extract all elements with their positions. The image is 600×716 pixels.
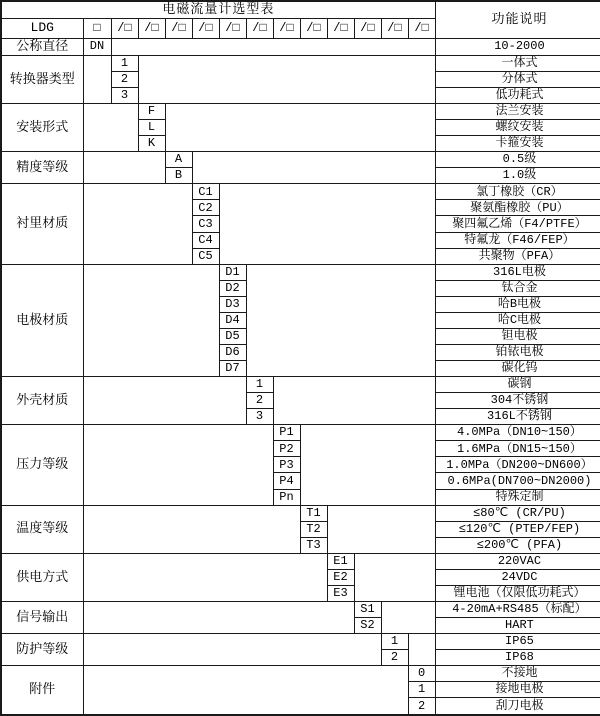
category-label: 安装形式 [1,104,83,152]
description-cell: 1.0级 [435,168,600,184]
code-cell: P1 [273,425,300,441]
category-label: 电极材质 [1,264,83,376]
description-cell: 聚氨酯橡胶（PU） [435,200,600,216]
empty-left-cell [83,666,408,715]
empty-left-cell [83,505,300,553]
model-box: /□ [219,18,246,38]
code-cell: A [165,152,192,168]
description-cell: 4-20mA+RS485（标配） [435,601,600,617]
description-cell: HART [435,618,600,634]
category-label: 压力等级 [1,425,83,505]
description-cell: 钽电极 [435,328,600,344]
model-box: /□ [381,18,408,38]
empty-left-cell [83,377,246,425]
description-cell: 220VAC [435,553,600,569]
code-cell: Pn [273,489,300,505]
empty-right-cell [192,152,435,184]
model-code-label: LDG [1,18,83,38]
code-cell: 3 [111,87,138,103]
empty-right-cell [354,553,435,601]
code-cell: C4 [192,232,219,248]
description-cell: 304不锈钢 [435,393,600,409]
code-cell: 2 [111,71,138,87]
description-cell: 分体式 [435,71,600,87]
description-cell: 低功耗式 [435,87,600,103]
table-title: 电磁流量计选型表 [1,1,435,18]
description-cell: 10-2000 [435,38,600,55]
model-box: /□ [192,18,219,38]
code-cell: 2 [246,393,273,409]
empty-right-cell [381,601,435,633]
empty-left-cell [83,425,273,505]
code-cell: D6 [219,344,246,360]
category-label: 转换器类型 [1,55,83,103]
category-label: 信号输出 [1,601,83,633]
description-cell: 4.0MPa（DN10~150） [435,425,600,441]
description-cell: ≤200℃ (PFA) [435,537,600,553]
code-cell: D5 [219,328,246,344]
empty-right-cell [273,377,435,425]
model-box: /□ [408,18,435,38]
empty-right-cell [408,634,435,666]
description-cell: ≤80℃ (CR/PU) [435,505,600,521]
code-cell: D1 [219,264,246,280]
code-cell: 2 [381,650,408,666]
code-cell: T3 [300,537,327,553]
description-cell: 碳化钨 [435,361,600,377]
code-cell: E1 [327,553,354,569]
category-label: 供电方式 [1,553,83,601]
description-cell: 共聚物（PFA） [435,248,600,264]
code-cell: C3 [192,216,219,232]
empty-right-cell [327,505,435,553]
code-cell: D2 [219,280,246,296]
description-cell: 氯丁橡胶（CR） [435,184,600,200]
model-box: /□ [138,18,165,38]
empty-left-cell [83,152,165,184]
description-cell: 法兰安装 [435,104,600,120]
description-cell: 哈C电极 [435,312,600,328]
code-cell: 1 [408,682,435,698]
empty-right-cell [246,264,435,376]
category-label: 附件 [1,666,83,715]
code-cell: E2 [327,569,354,585]
description-cell: 一体式 [435,55,600,71]
model-box: /□ [354,18,381,38]
category-label: 公称直径 [1,38,83,55]
code-cell: F [138,104,165,120]
description-cell: 碳钢 [435,377,600,393]
empty-left-cell [83,553,327,601]
description-cell: 0.6MPa(DN700~DN2000) [435,473,600,489]
code-cell: D3 [219,296,246,312]
empty-right-cell [219,184,435,264]
code-cell: S1 [354,601,381,617]
code-cell: C1 [192,184,219,200]
code-cell: D4 [219,312,246,328]
code-cell: T1 [300,505,327,521]
description-cell: 刮刀电极 [435,698,600,715]
code-cell: P3 [273,457,300,473]
category-label: 外壳材质 [1,377,83,425]
model-box-first: □ [83,18,111,38]
description-cell: 特氟龙（F46/FEP） [435,232,600,248]
description-cell: 1.6MPa（DN15~150） [435,441,600,457]
description-cell: 1.0MPa（DN200~DN600） [435,457,600,473]
empty-left-cell [83,634,381,666]
code-cell: E3 [327,585,354,601]
model-box: /□ [111,18,138,38]
model-box: /□ [165,18,192,38]
empty-left-cell [83,601,354,633]
description-cell: 0.5级 [435,152,600,168]
function-column-header: 功能说明 [435,1,600,38]
code-cell: 1 [111,55,138,71]
code-cell: 0 [408,666,435,682]
empty-left-cell [83,104,138,152]
model-box: /□ [273,18,300,38]
category-label: 衬里材质 [1,184,83,264]
description-cell: 接地电极 [435,682,600,698]
description-cell: 哈B电极 [435,296,600,312]
description-cell: 316L不锈钢 [435,409,600,425]
description-cell: 不接地 [435,666,600,682]
description-cell: 聚四氟乙烯（F4/PTFE） [435,216,600,232]
model-box: /□ [246,18,273,38]
code-cell: 1 [381,634,408,650]
code-cell: D7 [219,361,246,377]
description-cell: 锂电池（仅限低功耗式） [435,585,600,601]
code-cell: C2 [192,200,219,216]
code-cell: L [138,120,165,136]
description-cell: IP68 [435,650,600,666]
category-label: 温度等级 [1,505,83,553]
model-box: /□ [300,18,327,38]
empty-right-cell [165,104,435,152]
description-cell: 316L电极 [435,264,600,280]
code-cell: P4 [273,473,300,489]
empty-left-cell [83,55,111,103]
empty-right-cell [300,425,435,505]
empty-left-cell [83,264,219,376]
description-cell: IP65 [435,634,600,650]
code-cell: DN [83,38,111,55]
code-cell: 2 [408,698,435,715]
code-cell: 3 [246,409,273,425]
description-cell: 铂铱电极 [435,344,600,360]
description-cell: ≤120℃ (PTEP/FEP) [435,521,600,537]
empty-right-cell [138,55,435,103]
code-cell: P2 [273,441,300,457]
model-box: /□ [327,18,354,38]
description-cell: 24VDC [435,569,600,585]
category-label: 精度等级 [1,152,83,184]
description-cell: 卡箍安装 [435,136,600,152]
code-cell: S2 [354,618,381,634]
code-cell: C5 [192,248,219,264]
category-label: 防护等级 [1,634,83,666]
empty-left-cell [83,184,192,264]
description-cell: 特殊定制 [435,489,600,505]
code-cell: K [138,136,165,152]
code-cell: 1 [246,377,273,393]
description-cell: 钛合金 [435,280,600,296]
empty-right-cell [111,38,435,55]
code-cell: T2 [300,521,327,537]
code-cell: B [165,168,192,184]
description-cell: 螺纹安装 [435,120,600,136]
